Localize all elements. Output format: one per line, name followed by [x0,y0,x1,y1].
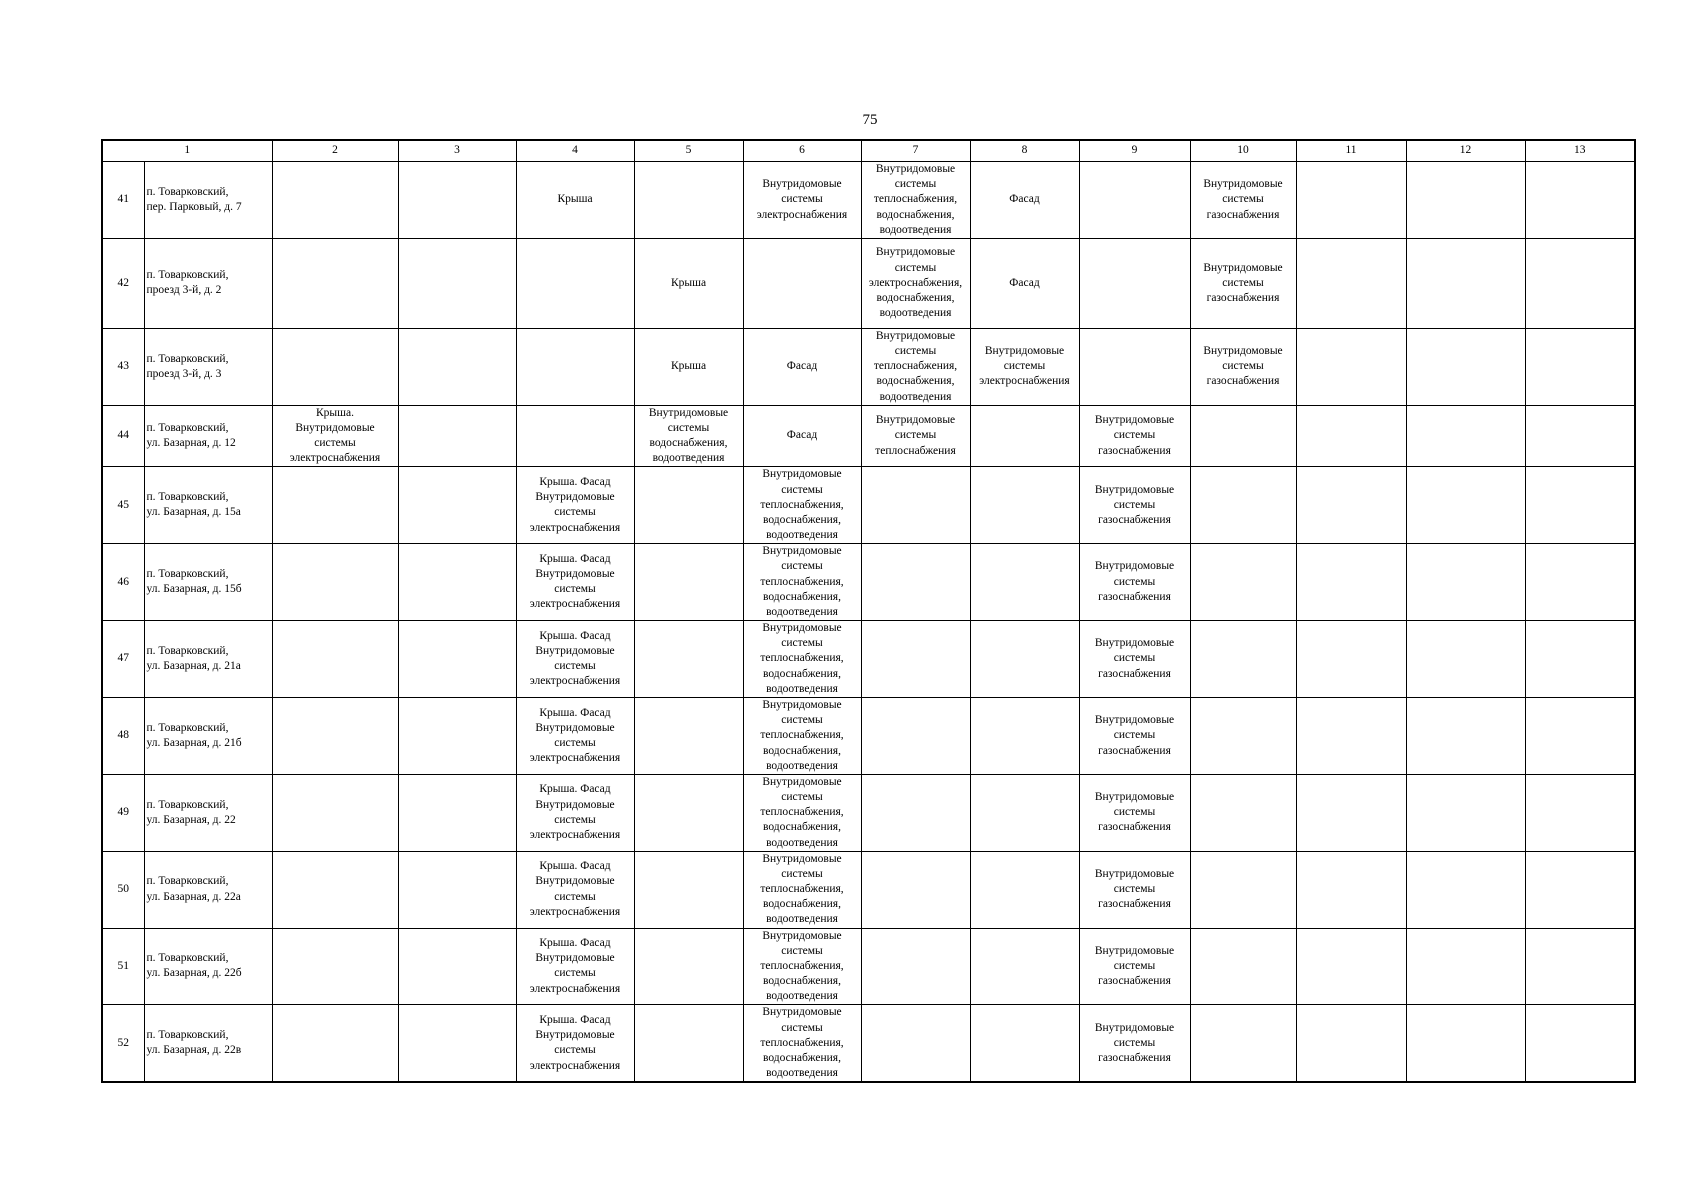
address-cell: п. Товарковский, ул. Базарная, д. 21б [144,697,272,774]
work-cell-col-6: Внутридомовые системы теплоснабжения, водоснабжения, водоотведения [743,697,861,774]
row-number: 48 [102,697,144,774]
work-cell-col-13 [1525,774,1635,851]
work-cell-col-11 [1296,238,1406,328]
work-cell-col-6: Внутридомовые системы электроснабжения [743,162,861,239]
table-row [102,162,1635,239]
work-cell-col-11 [1296,928,1406,1005]
work-cell-col-4: Крыша. Фасад Внутридомовые системы электроснабжения [516,467,634,544]
work-cell-col-12 [1406,697,1525,774]
work-cell-col-7 [861,697,970,774]
work-cell-col-11 [1296,328,1406,405]
table-row [102,774,1635,851]
address-cell: п. Товарковский, ул. Базарная, д. 15а [144,467,272,544]
column-header: 8 [970,140,1079,162]
work-cell-col-8 [970,405,1079,467]
work-cell-col-9: Внутридомовые системы газоснабжения [1079,544,1190,621]
work-cell-col-13 [1525,405,1635,467]
work-cell-col-11 [1296,467,1406,544]
work-cell-col-2 [272,774,398,851]
work-cell-col-12 [1406,238,1525,328]
work-cell-col-10 [1190,697,1296,774]
work-cell-col-3 [398,928,516,1005]
work-cell-col-8 [970,544,1079,621]
column-header: 13 [1525,140,1635,162]
work-cell-col-9: Внутридомовые системы газоснабжения [1079,467,1190,544]
work-cell-col-10 [1190,1005,1296,1082]
work-cell-col-12 [1406,405,1525,467]
work-cell-col-5: Внутридомовые системы водоснабжения, водоотведения [634,405,743,467]
work-cell-col-9: Внутридомовые системы газоснабжения [1079,405,1190,467]
work-cell-col-10: Внутридомовые системы газоснабжения [1190,238,1296,328]
work-cell-col-3 [398,697,516,774]
work-cell-col-10 [1190,621,1296,698]
address-cell: п. Товарковский, проезд 3-й, д. 3 [144,328,272,405]
column-header: 4 [516,140,634,162]
column-header: 3 [398,140,516,162]
work-cell-col-2 [272,544,398,621]
table-row [102,928,1635,1005]
work-cell-col-6: Внутридомовые системы теплоснабжения, водоснабжения, водоотведения [743,851,861,928]
row-number: 44 [102,405,144,467]
work-cell-col-4 [516,238,634,328]
work-cell-col-13 [1525,328,1635,405]
work-cell-col-5 [634,162,743,239]
work-cell-col-8 [970,1005,1079,1082]
work-cell-col-5 [634,621,743,698]
work-cell-col-3 [398,621,516,698]
row-number: 47 [102,621,144,698]
work-cell-col-13 [1525,162,1635,239]
work-cell-col-5 [634,851,743,928]
work-cell-col-3 [398,774,516,851]
work-cell-col-13 [1525,928,1635,1005]
work-cell-col-2 [272,238,398,328]
work-cell-col-5 [634,467,743,544]
row-number: 45 [102,467,144,544]
work-cell-col-7: Внутридомовые системы электроснабжения, водоснабжения, водоотведения [861,238,970,328]
work-cell-col-2: Крыша. Внутридомовые системы электроснабжения [272,405,398,467]
row-number: 51 [102,928,144,1005]
work-cell-col-4 [516,405,634,467]
table-row [102,697,1635,774]
work-cell-col-9 [1079,328,1190,405]
column-header: 9 [1079,140,1190,162]
work-cell-col-3 [398,851,516,928]
address-cell: п. Товарковский, ул. Базарная, д. 22 [144,774,272,851]
work-cell-col-3 [398,405,516,467]
work-cell-col-2 [272,1005,398,1082]
work-cell-col-5 [634,697,743,774]
work-cell-col-7: Внутридомовые системы теплоснабжения, водоснабжения, водоотведения [861,328,970,405]
table-row [102,238,1635,328]
work-cell-col-2 [272,851,398,928]
work-cell-col-6 [743,238,861,328]
work-cell-col-13 [1525,1005,1635,1082]
work-cell-col-10 [1190,928,1296,1005]
work-cell-col-13 [1525,621,1635,698]
work-cell-col-2 [272,697,398,774]
work-cell-col-3 [398,238,516,328]
work-cell-col-4: Крыша. Фасад Внутридомовые системы электроснабжения [516,621,634,698]
work-cell-col-6: Внутридомовые системы теплоснабжения, водоснабжения, водоотведения [743,621,861,698]
work-cell-col-7 [861,928,970,1005]
work-cell-col-5 [634,1005,743,1082]
work-cell-col-4: Крыша. Фасад Внутридомовые системы электроснабжения [516,697,634,774]
address-cell: п. Товарковский, ул. Базарная, д. 22б [144,928,272,1005]
work-cell-col-3 [398,162,516,239]
column-header: 10 [1190,140,1296,162]
work-cell-col-8 [970,928,1079,1005]
work-cell-col-9 [1079,162,1190,239]
work-cell-col-9: Внутридомовые системы газоснабжения [1079,774,1190,851]
work-cell-col-5 [634,774,743,851]
column-header: 2 [272,140,398,162]
work-cell-col-7 [861,774,970,851]
row-number: 42 [102,238,144,328]
row-number: 41 [102,162,144,239]
work-cell-col-8 [970,621,1079,698]
work-cell-col-9: Внутридомовые системы газоснабжения [1079,851,1190,928]
column-header: 5 [634,140,743,162]
work-cell-col-7 [861,851,970,928]
work-cell-col-8 [970,851,1079,928]
row-number: 52 [102,1005,144,1082]
work-cell-col-10 [1190,467,1296,544]
table-row [102,621,1635,698]
row-number: 46 [102,544,144,621]
work-cell-col-5: Крыша [634,238,743,328]
work-cell-col-13 [1525,544,1635,621]
address-cell: п. Товарковский, ул. Базарная, д. 15б [144,544,272,621]
work-cell-col-7 [861,544,970,621]
column-header: 6 [743,140,861,162]
work-cell-col-11 [1296,774,1406,851]
row-number: 43 [102,328,144,405]
work-cell-col-4: Крыша. Фасад Внутридомовые системы электроснабжения [516,544,634,621]
work-cell-col-10 [1190,405,1296,467]
work-cell-col-13 [1525,697,1635,774]
repair-schedule-table [101,139,1636,1083]
work-cell-col-11 [1296,162,1406,239]
work-cell-col-10 [1190,774,1296,851]
column-header: 12 [1406,140,1525,162]
work-cell-col-4: Крыша. Фасад Внутридомовые системы электроснабжения [516,774,634,851]
address-cell: п. Товарковский, ул. Базарная, д. 21а [144,621,272,698]
work-cell-col-3 [398,328,516,405]
work-cell-col-12 [1406,467,1525,544]
work-cell-col-6: Внутридомовые системы теплоснабжения, водоснабжения, водоотведения [743,774,861,851]
work-cell-col-5 [634,928,743,1005]
work-cell-col-2 [272,328,398,405]
work-cell-col-8 [970,467,1079,544]
table-row [102,544,1635,621]
work-cell-col-12 [1406,328,1525,405]
work-cell-col-5 [634,544,743,621]
work-cell-col-6: Внутридомовые системы теплоснабжения, водоснабжения, водоотведения [743,544,861,621]
work-cell-col-8: Фасад [970,238,1079,328]
work-cell-col-2 [272,162,398,239]
address-cell: п. Товарковский, пер. Парковый, д. 7 [144,162,272,239]
work-cell-col-6: Внутридомовые системы теплоснабжения, водоснабжения, водоотведения [743,467,861,544]
table-row [102,405,1635,467]
column-header: 7 [861,140,970,162]
work-cell-col-9: Внутридомовые системы газоснабжения [1079,1005,1190,1082]
work-cell-col-10 [1190,544,1296,621]
work-cell-col-12 [1406,544,1525,621]
row-number: 49 [102,774,144,851]
work-cell-col-7: Внутридомовые системы теплоснабжения, водоснабжения, водоотведения [861,162,970,239]
work-cell-col-12 [1406,851,1525,928]
work-cell-col-10 [1190,851,1296,928]
address-cell: п. Товарковский, ул. Базарная, д. 22в [144,1005,272,1082]
table-row [102,1005,1635,1082]
work-cell-col-11 [1296,405,1406,467]
work-cell-col-13 [1525,851,1635,928]
work-cell-col-9: Внутридомовые системы газоснабжения [1079,697,1190,774]
address-cell: п. Товарковский, ул. Базарная, д. 22а [144,851,272,928]
work-cell-col-8 [970,697,1079,774]
work-cell-col-13 [1525,238,1635,328]
work-cell-col-12 [1406,621,1525,698]
work-cell-col-4: Крыша. Фасад Внутридомовые системы электроснабжения [516,928,634,1005]
work-cell-col-7 [861,621,970,698]
table-row [102,328,1635,405]
work-cell-col-12 [1406,162,1525,239]
work-cell-col-5: Крыша [634,328,743,405]
work-cell-col-11 [1296,621,1406,698]
work-cell-col-4: Крыша. Фасад Внутридомовые системы электроснабжения [516,851,634,928]
work-cell-col-8 [970,774,1079,851]
work-cell-col-3 [398,1005,516,1082]
work-cell-col-7 [861,467,970,544]
work-cell-col-11 [1296,851,1406,928]
row-number: 50 [102,851,144,928]
address-cell: п. Товарковский, проезд 3-й, д. 2 [144,238,272,328]
header-row [102,140,1635,162]
work-cell-col-9: Внутридомовые системы газоснабжения [1079,928,1190,1005]
work-cell-col-11 [1296,697,1406,774]
column-header: 11 [1296,140,1406,162]
column-header: 1 [102,140,272,162]
work-cell-col-3 [398,544,516,621]
work-cell-col-6: Фасад [743,405,861,467]
work-cell-col-12 [1406,1005,1525,1082]
work-cell-col-12 [1406,774,1525,851]
table-row [102,467,1635,544]
work-cell-col-4: Крыша [516,162,634,239]
work-cell-col-2 [272,621,398,698]
work-cell-col-9: Внутридомовые системы газоснабжения [1079,621,1190,698]
address-cell: п. Товарковский, ул. Базарная, д. 12 [144,405,272,467]
work-cell-col-2 [272,467,398,544]
work-cell-col-6: Внутридомовые системы теплоснабжения, водоснабжения, водоотведения [743,1005,861,1082]
work-cell-col-10: Внутридомовые системы газоснабжения [1190,162,1296,239]
work-cell-col-8: Фасад [970,162,1079,239]
page-number: 75 [862,112,878,128]
work-cell-col-7: Внутридомовые системы теплоснабжения [861,405,970,467]
work-cell-col-10: Внутридомовые системы газоснабжения [1190,328,1296,405]
table-row [102,851,1635,928]
work-cell-col-6: Фасад [743,328,861,405]
work-cell-col-11 [1296,1005,1406,1082]
work-cell-col-2 [272,928,398,1005]
work-cell-col-8: Внутридомовые системы электроснабжения [970,328,1079,405]
work-cell-col-4: Крыша. Фасад Внутридомовые системы электроснабжения [516,1005,634,1082]
work-cell-col-12 [1406,928,1525,1005]
work-cell-col-3 [398,467,516,544]
work-cell-col-13 [1525,467,1635,544]
work-cell-col-7 [861,1005,970,1082]
work-cell-col-11 [1296,544,1406,621]
work-cell-col-9 [1079,238,1190,328]
work-cell-col-4 [516,328,634,405]
work-cell-col-6: Внутридомовые системы теплоснабжения, водоснабжения, водоотведения [743,928,861,1005]
